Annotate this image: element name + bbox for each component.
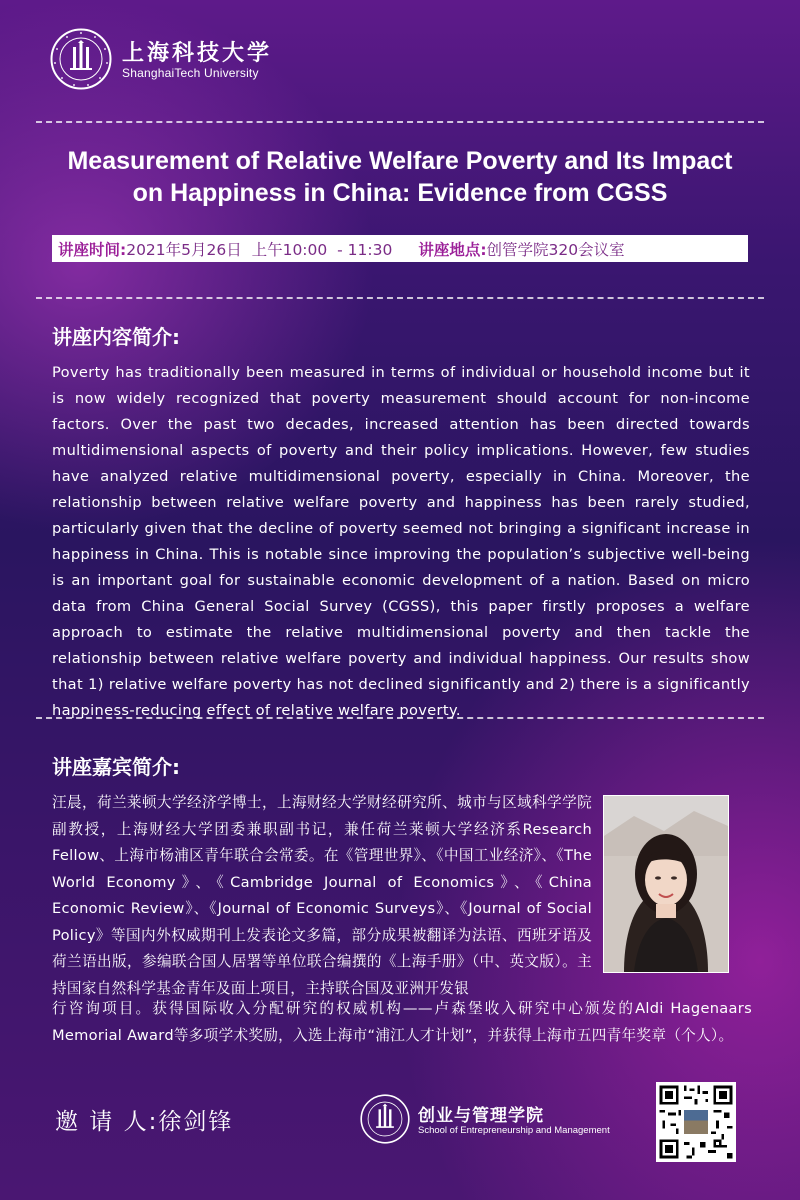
speaker-heading: 讲座嘉宾简介: [52,755,180,779]
dashed-divider [36,297,764,299]
lecture-title-line-1: Measurement of Relative Welfare Poverty and Its Impact [67,147,733,175]
university-seal-logo [50,28,112,90]
dashed-divider [36,121,764,123]
location-label: 讲座地点: [418,240,487,259]
school-name-en: School of Entrepreneurship and Management [418,1125,610,1136]
inviter-text: 邀 请 人:徐剑锋 [55,1109,234,1135]
university-name-cn: 上海科技大学 [122,41,273,66]
location-value: 创管学院320会议室 [486,240,625,259]
speaker-bio: 汪晨，荷兰莱顿大学经济学博士，上海财经大学财经研究所、城市与区域科学学院副教授，上海财经大学团委兼职副书记，兼任荷兰莱顿大学经济系Research Fellow、上海市杨浦区青年联合会常委。在《管理世界》、《中国工业经济》、《The World Economy》、《Cambridge Journal of Economics》、《China Economic Review》、《Journal of Economic Surveys》、《Journal of Social Policy》等国内外权威期刊上发表论文多篇，部分成果被翻译为法语、西班牙语及荷兰语出版，参编联合国人居署等单位联合编撰的《上海手册》（中、英文版）。主持国家自然科学基金青年及面上项目，主持联合国及亚洲开发银 [52,794,592,997]
dashed-divider [36,717,764,719]
school-seal-logo [360,1094,410,1144]
lecture-info-bar [52,235,748,262]
abstract-heading: 讲座内容简介: [52,325,180,349]
time-value: 2021年5月26日 上午10:00 - 11:30 [126,240,393,259]
speaker-bio-continued: 行咨询项目。获得国际收入分配研究的权威机构——卢森堡收入研究中心颁发的Aldi Hagenaars Memorial Award等多项学术奖励，入选上海市“浦江人才计划”，并获得上海市五四青年奖章（个人）。 [52,1000,752,1044]
abstract-text: Poverty has traditionally been measured in terms of individual or household income but it is now widely recognized that poverty measurement should account for non-income factors. Over the past two decades, increased attention has been directed towards multidimensional aspects of poverty and their policy implications. However, few studies have analyzed relative multidimensional poverty, especially in China. Moreover, the relationship between relative welfare poverty and happiness has been rarely studied, particularly given that the decline of poverty seemed not bringing a significant increase in happiness in China. This is notable since improving the population’s subjective well-being is an important goal for sustainable economic development of a nation. Based on micro data from China General Social Survey (CGSS), this paper firstly proposes a welfare approach to estimate the relative multidimensional poverty and then tackle the relationship between relative welfare poverty and individual happiness. Our results show that 1) relative welfare poverty has not declined significantly and 2) there is a significantly happiness-reducing effect of relative welfare poverty. [52,364,750,719]
lecture-title [40,145,760,209]
university-name-en: ShanghaiTech University [122,66,259,80]
speaker-photo [603,795,729,973]
lecture-title-line-2: on Happiness in China: Evidence from CGSS [132,179,668,207]
school-name-cn: 创业与管理学院 [418,1106,544,1126]
qr-code[interactable] [656,1082,736,1162]
time-label: 讲座时间: [58,240,127,259]
